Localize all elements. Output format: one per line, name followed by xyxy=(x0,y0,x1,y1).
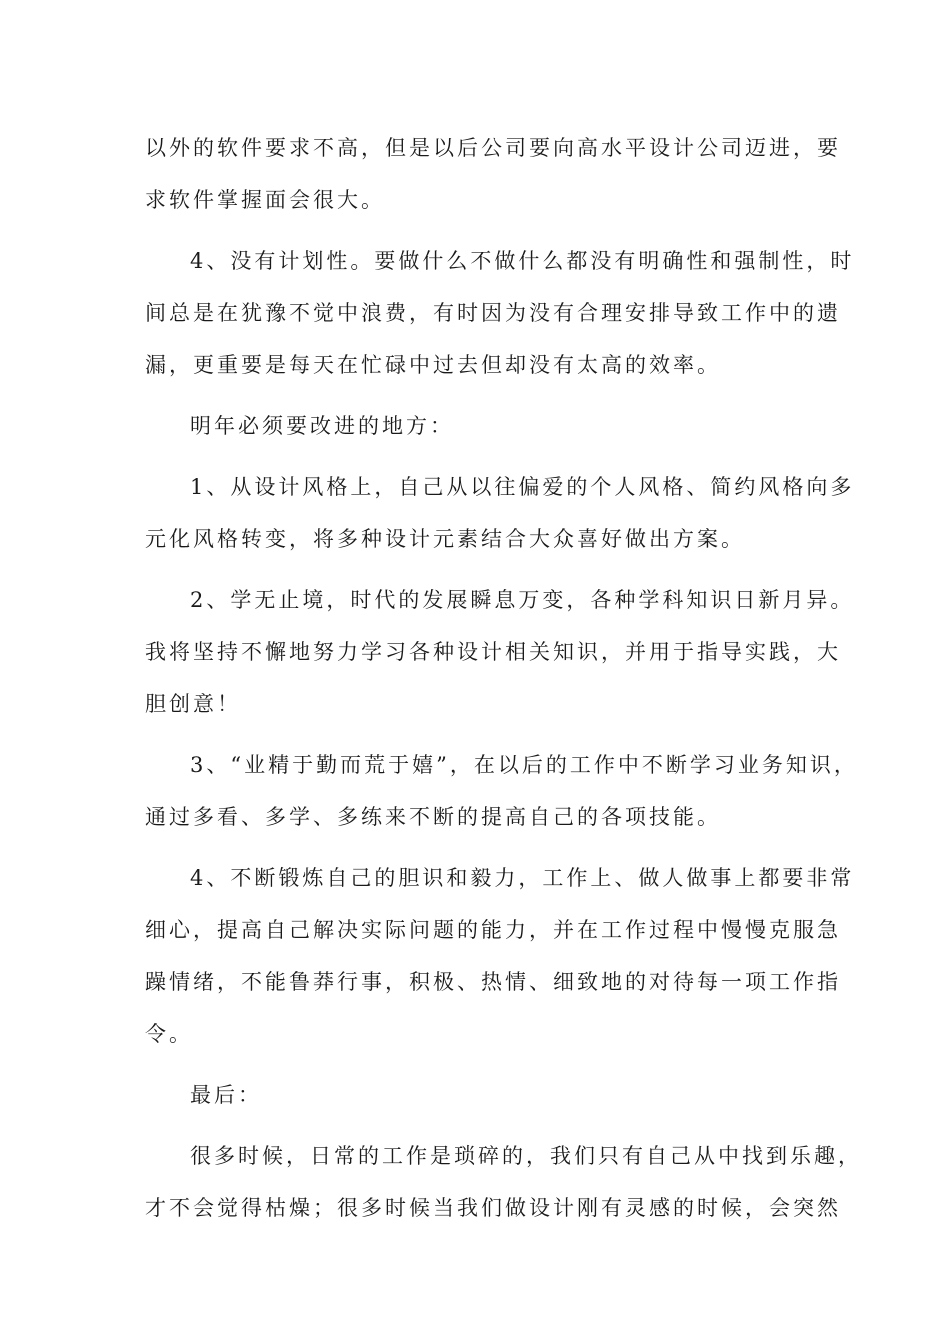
paragraph-line: 才不会觉得枯燥；很多时候当我们做设计刚有灵感的时候，会突然 xyxy=(145,1196,841,1220)
paragraph-design-style xyxy=(145,461,855,565)
paragraph-line: 以外的软件要求不高，但是以后公司要向高水平设计公司迈进，要 xyxy=(145,136,841,160)
paragraph-courage-and-care xyxy=(145,852,855,1060)
paragraph-lack-of-planning xyxy=(145,235,855,391)
paragraph-line: 最后： xyxy=(190,1083,262,1107)
paragraph-diligence xyxy=(145,739,858,843)
paragraph-line: 3、“业精于勤而荒于嬉”，在以后的工作中不断学习业务知识， xyxy=(190,753,858,777)
paragraph-line: 明年必须要改进的地方： xyxy=(190,414,454,438)
paragraph-line: 胆创意！ xyxy=(145,692,241,716)
section-heading-improvements xyxy=(145,400,820,452)
paragraph-line: 很多时候，日常的工作是琐碎的，我们只有自己从中找到乐趣， xyxy=(190,1144,862,1168)
paragraph-line: 通过多看、多学、多练来不断的提高自己的各项技能。 xyxy=(145,805,721,829)
paragraph-line: 元化风格转变，将多种设计元素结合大众喜好做出方案。 xyxy=(145,527,745,551)
document-body xyxy=(145,122,862,1243)
paragraph-line: 漏，更重要是每天在忙碌中过去但却没有太高的效率。 xyxy=(145,353,721,377)
paragraph-line: 1、从设计风格上，自己从以往偏爱的个人风格、简约风格向多 xyxy=(190,475,855,499)
paragraph-continuous-learning xyxy=(145,574,855,730)
paragraph-line: 求软件掌握面会很大。 xyxy=(145,188,385,212)
paragraph-line: 细心，提高自己解决实际问题的能力，并在工作过程中慢慢克服急 xyxy=(145,918,841,942)
paragraph-line: 令。 xyxy=(145,1022,193,1046)
paragraph-line: 2、学无止境，时代的发展瞬息万变，各种学科知识日新月异。 xyxy=(190,588,855,612)
paragraph-software-requirements xyxy=(145,122,841,226)
paragraph-line: 4、不断锻炼自己的胆识和毅力，工作上、做人做事上都要非常 xyxy=(190,866,855,890)
paragraph-conclusion xyxy=(145,1130,862,1234)
paragraph-line: 躁情绪，不能鲁莽行事，积极、热情、细致地的对待每一项工作指 xyxy=(145,970,841,994)
section-heading-finally xyxy=(145,1069,820,1121)
paragraph-line: 4、没有计划性。要做什么不做什么都没有明确性和强制性，时 xyxy=(190,249,855,273)
paragraph-line: 间总是在犹豫不觉中浪费，有时因为没有合理安排导致工作中的遗 xyxy=(145,301,841,325)
paragraph-line: 我将坚持不懈地努力学习各种设计相关知识，并用于指导实践，大 xyxy=(145,640,841,664)
